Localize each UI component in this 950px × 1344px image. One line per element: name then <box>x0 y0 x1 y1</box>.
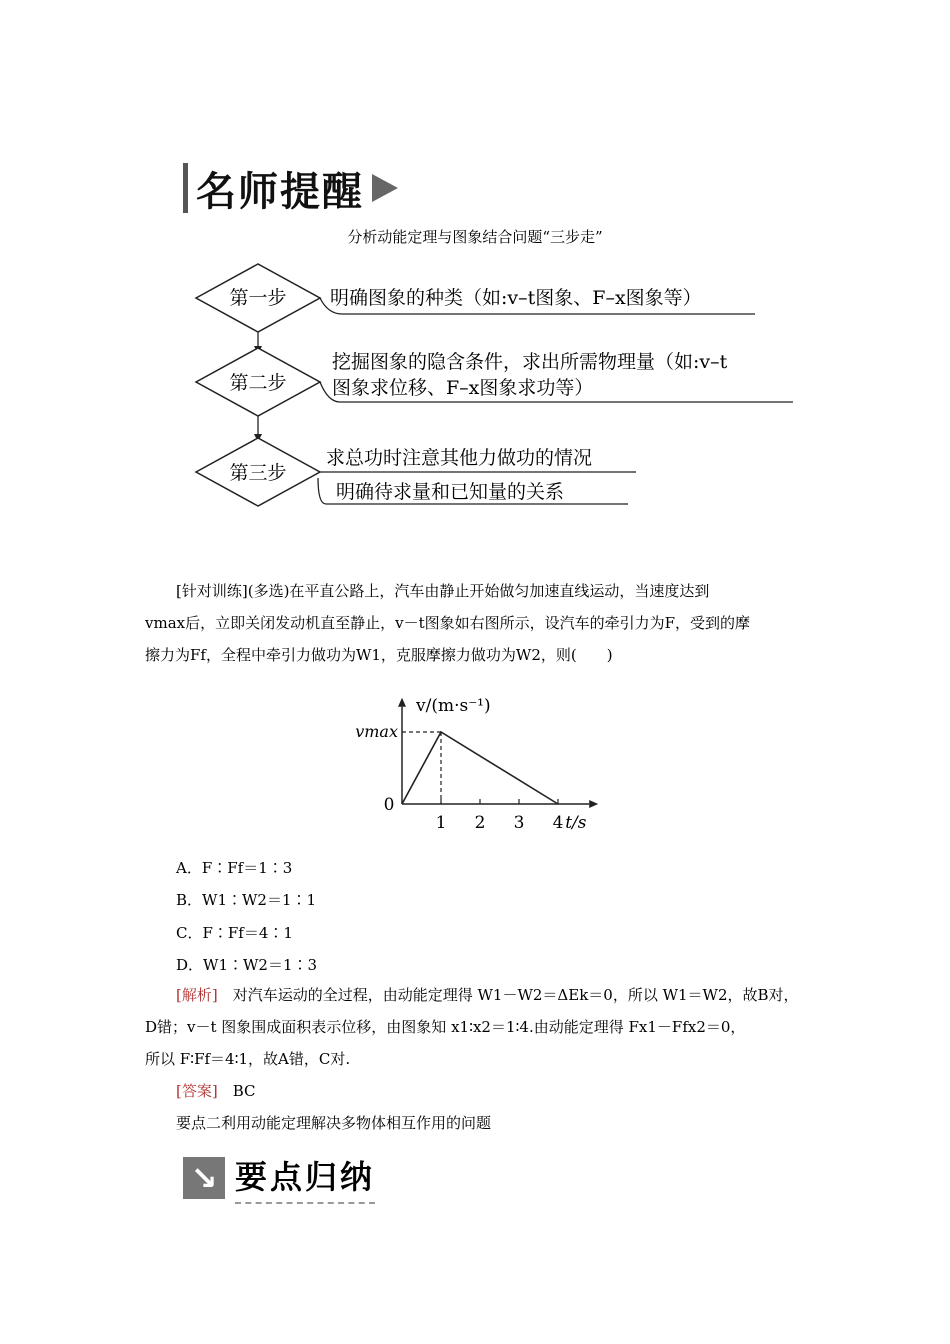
analysis-tag: [解析] <box>176 986 218 1004</box>
header-title: 名师提醒 <box>196 168 364 215</box>
subtitle: 分析动能定理与图象结合问题“三步走” <box>347 228 603 246</box>
question-line-3: 擦力为Ff，全程中牵引力做功为W1，克服摩擦力做功为W2，则( ) <box>145 646 613 664</box>
question-tag: [针对训练] <box>176 582 248 600</box>
step-label-1: 第一步 <box>229 287 287 309</box>
analysis-line-2: D错；v－t 图象围成面积表示位移，由图象知 x1∶x2＝1∶4.由动能定理得 Fx1－Ffx2＝0， <box>145 1018 746 1036</box>
analysis-line-1: [解析] 对汽车运动的全过程，由动能定理得 W1－W2＝ΔEk＝0，所以 W1＝W2，故B对， <box>176 986 799 1004</box>
section-header <box>183 163 398 213</box>
answer-tag: [答案] <box>176 1082 218 1100</box>
step-text-1: 明确图象的种类（如:v–t图象、F–x图象等） <box>330 287 702 309</box>
arrow-down-right-icon: ↘ <box>183 1157 225 1199</box>
x-tick-label-3: 3 <box>513 813 525 833</box>
option-a: A．F∶Ff＝1∶3 <box>176 859 293 877</box>
series-line <box>402 732 558 804</box>
flow-step-1 <box>196 264 755 332</box>
section2-title: 要点归纳 <box>235 1152 375 1204</box>
step-text-3a: 求总功时注意其他力做功的情况 <box>326 447 593 469</box>
origin-label: 0 <box>383 795 395 815</box>
flowchart <box>190 258 810 513</box>
step-label-3: 第三步 <box>229 462 287 484</box>
x-tick-label-4: 4 <box>552 813 564 833</box>
option-c: C．F∶Ff＝4∶1 <box>176 924 293 942</box>
y-axis-label: v/(m·s⁻¹) <box>416 695 491 716</box>
x-tick-label-2: 2 <box>474 813 486 833</box>
x-axis-label: t/s <box>565 813 587 833</box>
play-arrow-icon <box>372 174 398 202</box>
flow-step-2 <box>196 348 793 416</box>
step-text-2b: 图象求位移、F–x图象求功等） <box>332 377 594 399</box>
step-label-2: 第二步 <box>229 372 287 394</box>
analysis-line-3: 所以 F∶Ff＝4∶1，故A错，C对. <box>145 1050 351 1068</box>
step-text-3b: 明确待求量和已知量的关系 <box>336 481 565 503</box>
y-axis-arrow <box>398 698 406 707</box>
x-axis-arrow <box>589 800 598 808</box>
section2-header <box>183 1152 375 1204</box>
option-d: D．W1∶W2＝1∶3 <box>176 956 318 974</box>
x-tick-label-1: 1 <box>435 813 447 833</box>
question-line-2: vmax后，立即关闭发动机直至静止，v－t图象如右图所示，设汽车的牵引力为F，受到的摩 <box>145 614 751 632</box>
topic-line: 要点二利用动能定理解决多物体相互作用的问题 <box>176 1114 492 1132</box>
option-b: B．W1∶W2＝1∶1 <box>176 891 317 909</box>
flow-step-3 <box>196 438 636 506</box>
answer-line <box>176 1075 256 1107</box>
step-text-2a: 挖掘图象的隐含条件，求出所需物理量（如:v–t <box>332 351 728 373</box>
question-line-1: [针对训练](多选)在平直公路上，汽车由静止开始做匀加速直线运动，当速度达到 <box>176 582 710 600</box>
vt-chart <box>355 680 630 845</box>
header-bar <box>183 163 188 213</box>
y-tick-label: vmax <box>355 722 398 741</box>
answer-value: BC <box>217 1082 256 1100</box>
